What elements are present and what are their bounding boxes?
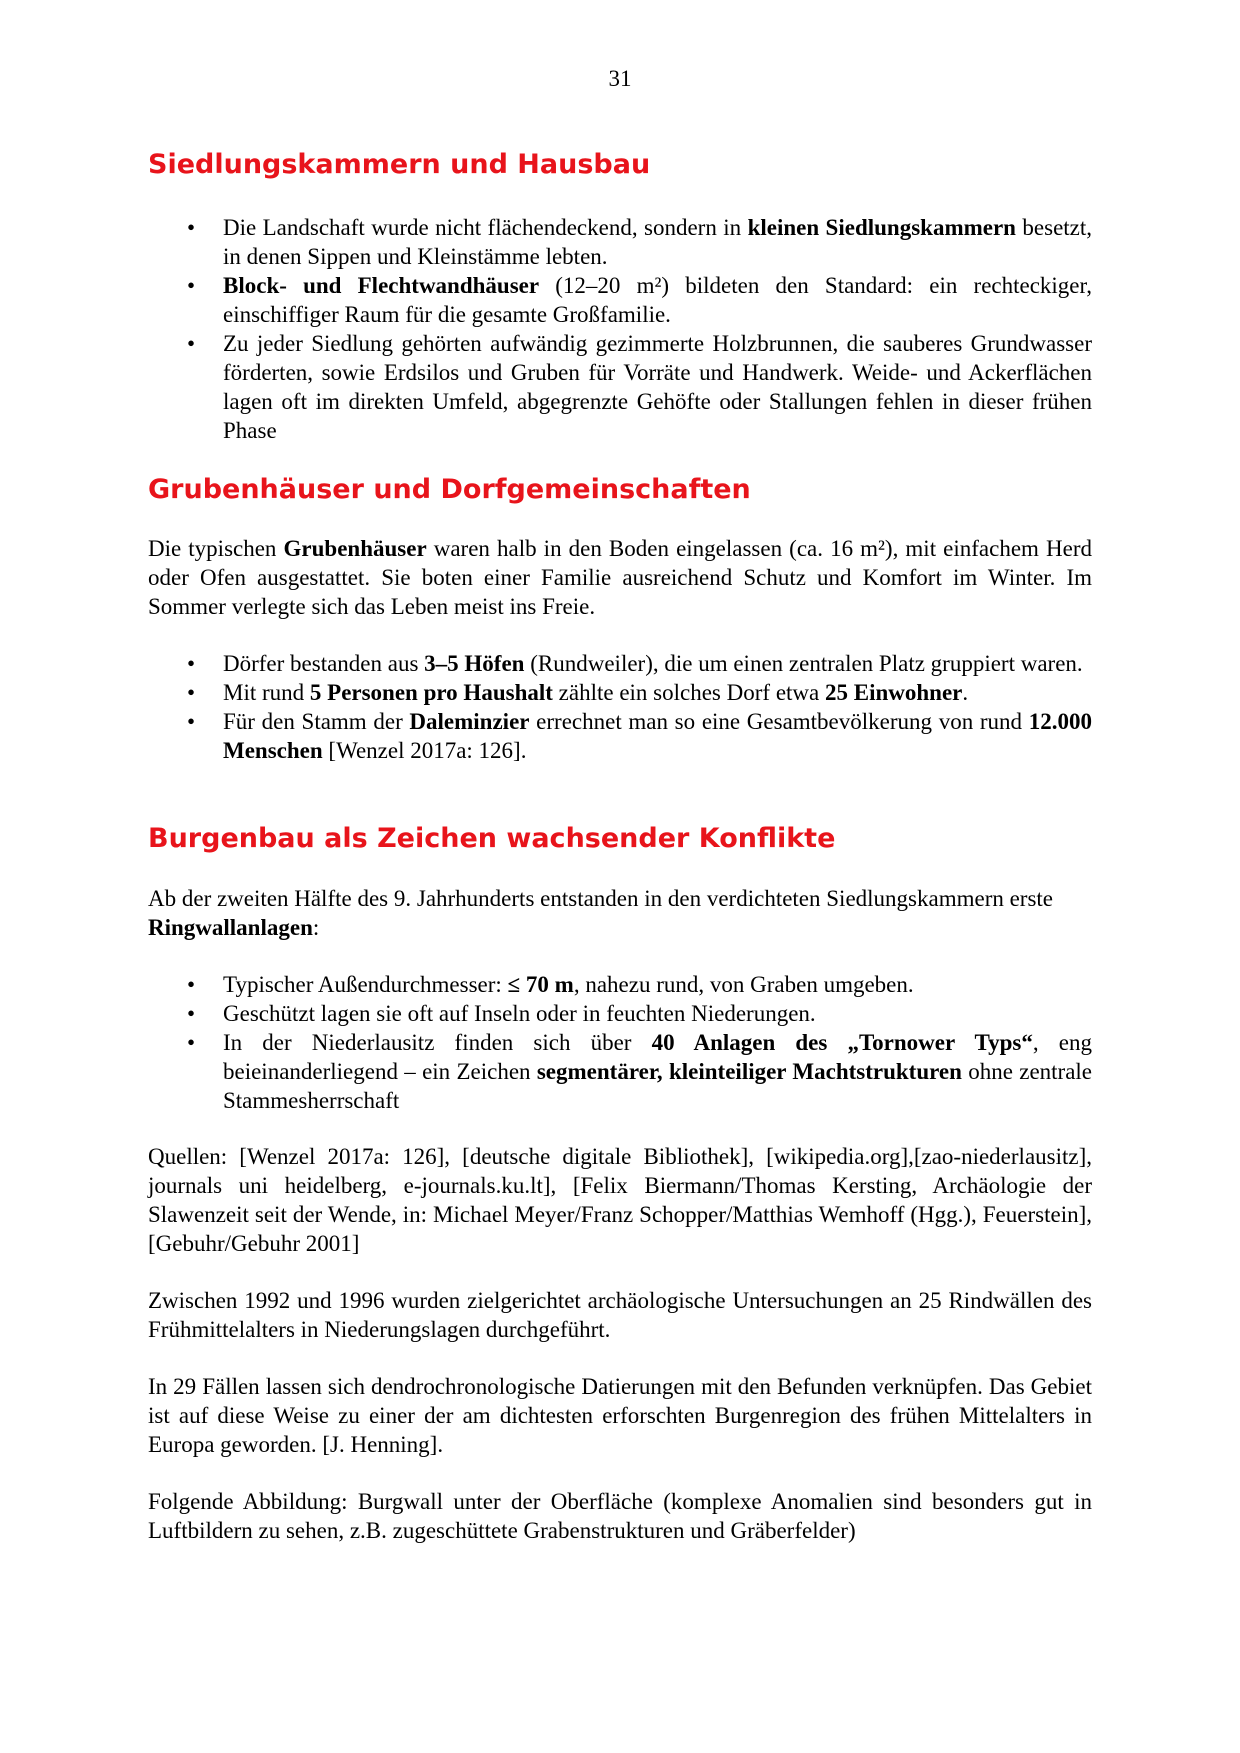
list-item	[223, 649, 1092, 678]
bold-text: 25 Einwohner	[824, 680, 963, 705]
page-number: 31	[608, 66, 632, 91]
bold-text: kleinen Siedlungskammern	[747, 215, 1016, 240]
text-run: ohne zentrale Stammesherrschaft	[223, 1059, 1093, 1113]
paragraph	[148, 534, 1092, 621]
paragraph	[148, 884, 1092, 942]
list-item	[223, 1028, 1092, 1115]
bullet-list	[148, 970, 1092, 1115]
text-run: besetzt, in denen Sippen und Kleinstämme lebten.	[223, 215, 1093, 269]
text-run: :	[312, 915, 320, 940]
text-run: Für den Stamm der	[223, 709, 410, 734]
bold-text: Block- und Flechtwandhäuser	[223, 273, 540, 298]
paragraph: In 29 Fällen lassen sich dendrochronologische Datierungen mit den Befunden verknüpfen. Das Gebiet ist auf diese Weise zu einer der am dichtesten erforschten Burgenregion des frühen Mittelalters in Europa geworden. [J. Henning].	[148, 1374, 1092, 1457]
list-item	[223, 999, 1092, 1028]
paragraph: Quellen: [Wenzel 2017a: 126], [deutsche digitale Bibliothek], [wikipedia.org],[zao-niederlausitz], journals uni heidelberg, e-journals.ku.lt], [Felix Biermann/Thomas Kersting, Archäologie der Slawenzeit seit der Wende, in: Michael Meyer/Franz Schopper/Matthias Wemhoff (Hgg.), Feuerstein], [Gebuhr/Gebuhr 2001]	[148, 1144, 1092, 1256]
text-run: Ab der zweiten Hälfte des 9. Jahrhunderts entstanden in den verdichteten Siedlungskammern erste	[148, 886, 1054, 911]
paragraph-block	[148, 1372, 1092, 1459]
intro-paragraph	[148, 884, 1092, 942]
bold-text: segmentärer, kleinteiliger Machtstrukturen	[536, 1059, 962, 1084]
intro-paragraph	[148, 534, 1092, 621]
list-item	[223, 213, 1092, 271]
bullet-list-3	[148, 970, 1092, 1115]
bold-text: ≤ 70 m	[507, 972, 574, 997]
bold-text: 5 Personen pro Haushalt	[309, 680, 553, 705]
bold-text: Daleminzier	[409, 709, 530, 734]
text-run: Mit rund	[223, 680, 310, 705]
list-item	[223, 329, 1092, 445]
section-siedlungskammern	[148, 148, 1092, 182]
text-run: Typischer Außendurchmesser:	[223, 972, 508, 997]
section-burgenbau	[148, 822, 1092, 856]
bold-text: 3–5 Höfen	[424, 651, 525, 676]
bullet-list-2	[148, 649, 1092, 765]
text-run: Die Landschaft wurde nicht flächendeckend, sondern in	[223, 215, 748, 240]
bullet-list	[148, 213, 1092, 445]
text-run: errechnet man so eine Gesamtbevölkerung von rund	[529, 709, 1029, 734]
text-run: (Rundweiler), die um einen zentralen Platz gruppiert waren.	[524, 651, 1083, 676]
bullet-list-1	[148, 213, 1092, 445]
list-item	[223, 678, 1092, 707]
text-run: , nahezu rund, von Graben umgeben.	[573, 972, 914, 997]
paragraph-block	[148, 1286, 1092, 1344]
section-heading: Siedlungskammern und Hausbau	[148, 149, 651, 180]
bold-text: Grubenhäuser	[283, 536, 427, 561]
text-run: waren halb in den Boden eingelassen (ca. 16 m²), mit einfachem Herd oder Ofen ausgestattet. Sie boten einer Familie ausreichend Schutz und Komfort im Winter. Im Sommer verlegte sich das Leben meist ins Freie.	[148, 536, 1092, 619]
paragraph: Zwischen 1992 und 1996 wurden zielgerichtet archäologische Untersuchungen an 25 Rindwällen des Frühmittelalters in Niederungslagen durchgeführt.	[148, 1288, 1092, 1342]
section-grubenhaeuser	[148, 473, 1092, 507]
text-run: Die typischen	[148, 536, 284, 561]
sources-paragraph	[148, 1142, 1092, 1258]
text-run: [Wenzel 2017a: 126].	[322, 738, 527, 763]
text-run: .	[962, 680, 969, 705]
paragraph-block	[148, 1487, 1092, 1545]
text-run: In der Niederlausitz finden sich über	[223, 1030, 652, 1055]
list-item	[223, 970, 1092, 999]
text-run: , eng beieinanderliegend – ein Zeichen	[223, 1030, 1092, 1084]
text-run: Zu jeder Siedlung gehörten aufwändig gezimmerte Holzbrunnen, die sauberes Grundwasser förderten, sowie Erdsilos und Gruben für Vorräte und Handwerk. Weide- und Ackerflächen lagen oft im direkten Umfeld, abgegrenzte Gehöfte oder Stallungen fehlen in dieser frühen Phase	[223, 331, 1092, 443]
bold-text: 40 Anlagen des „Tornower Typs“	[651, 1030, 1033, 1055]
bold-text: 12.000 Menschen	[223, 709, 1092, 763]
text-run: Geschützt lagen sie oft auf Inseln oder in feuchten Niederungen.	[223, 1001, 816, 1026]
bullet-list	[148, 649, 1092, 765]
text-run: Dörfer bestanden aus	[223, 651, 425, 676]
list-item	[223, 271, 1092, 329]
bold-text: Ringwallanlagen	[148, 915, 313, 940]
section-heading: Burgenbau als Zeichen wachsender Konflikte	[148, 823, 836, 854]
paragraph: Folgende Abbildung: Burgwall unter der Oberfläche (komplexe Anomalien sind besonders gut in Luftbildern zu sehen, z.B. zugeschüttete Grabenstrukturen und Gräberfelder)	[148, 1489, 1092, 1543]
list-item	[223, 707, 1092, 765]
text-run: (12–20 m²) bildeten den Standard: ein rechteckiger, einschiffiger Raum für die gesamte Großfamilie.	[223, 273, 1092, 327]
text-run: zählte ein solches Dorf etwa	[552, 680, 825, 705]
section-heading: Grubenhäuser und Dorfgemeinschaften	[148, 474, 751, 505]
